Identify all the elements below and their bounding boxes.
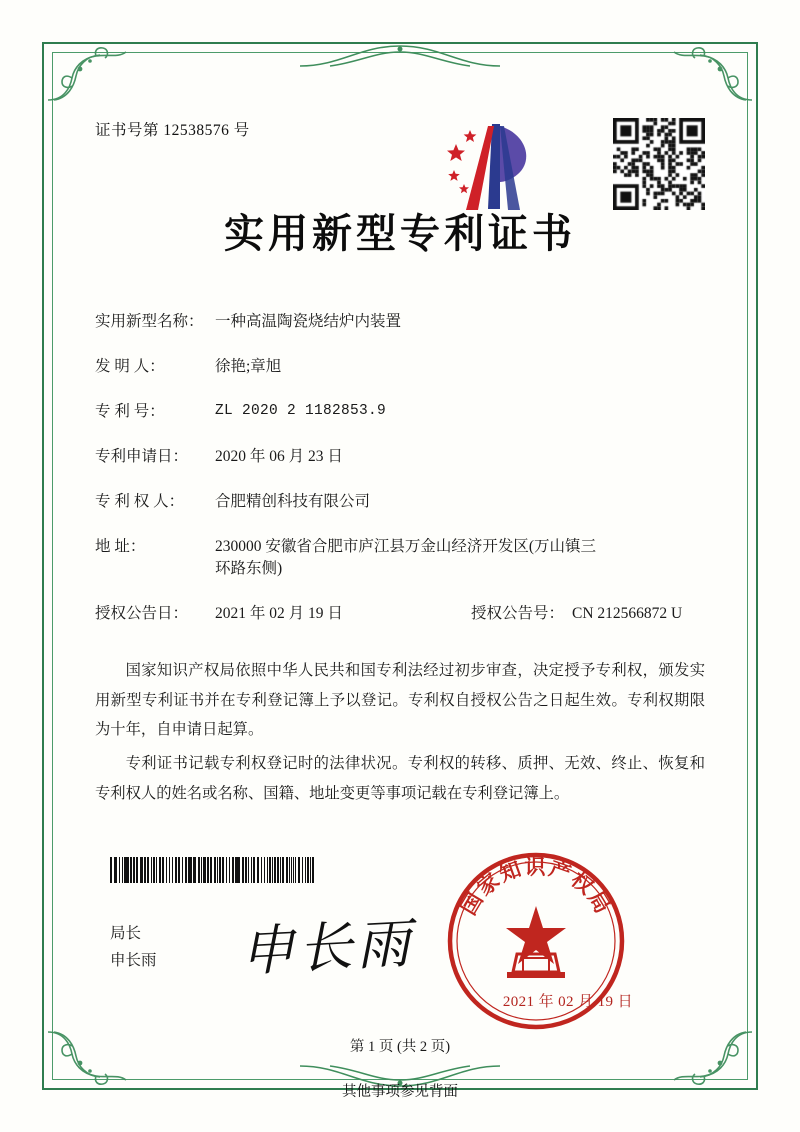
field-utility-model-name — [95, 311, 705, 333]
field-inventor — [95, 356, 705, 378]
field-label: 实用新型名称： — [95, 313, 204, 330]
certificate-number: 证书号第 12538576 号 — [95, 122, 250, 139]
signer-role: 局长 — [110, 925, 142, 942]
barcode — [110, 857, 315, 883]
field-label-grant-no: 授权公告号： — [471, 605, 565, 623]
field-address — [95, 536, 705, 581]
svg-text:国家知识产权局: 国家知识产权局 — [456, 855, 616, 920]
corner-ornament-icon — [670, 44, 756, 104]
page-title: 实用新型专利证书 — [224, 211, 576, 256]
field-label: 发 明 人： — [95, 357, 165, 375]
corner-ornament-icon — [44, 44, 130, 104]
field-label: 专 利 号： — [95, 402, 165, 420]
field-value: 徐艳;章旭 — [215, 357, 282, 375]
certificate-fields — [95, 311, 705, 626]
legal-text — [95, 656, 705, 809]
grant-no-group — [471, 603, 682, 625]
footnote: 其他事项参见背面 — [342, 1084, 458, 1100]
field-value: 合肥精创科技有限公司 — [215, 492, 371, 510]
paragraph-1: 国家知识产权局依照中华人民共和国专利法经过初步审查，决定授予专利权，颁发实用新型专利证书并在专利登记簿上予以登记。专利权自授权公告之日起生效。专利权期限为十年，自申请日起算。 — [95, 661, 705, 739]
paragraph-2: 专利证书记载专利权登记时的法律状况。专利权的转移、质押、无效、终止、恢复和专利权人的姓名或名称、国籍、地址变更等事项记载在专利登记簿上。 — [95, 755, 705, 803]
signer-block — [110, 920, 157, 974]
certificate-content — [95, 100, 705, 813]
field-grant-announcement — [95, 603, 705, 625]
field-application-date — [95, 446, 705, 468]
field-label: 地 址： — [95, 537, 146, 555]
field-label-grant-date: 授权公告日： — [95, 605, 189, 623]
qr-code — [613, 118, 705, 210]
handwritten-signature: 申长雨 — [238, 913, 416, 983]
signer-name: 申长雨 — [110, 952, 157, 970]
field-value: ZL 2020 2 1182853.9 — [215, 402, 387, 419]
field-value — [215, 536, 705, 581]
field-label: 专 利 权 人： — [95, 492, 185, 510]
field-label: 专利申请日： — [95, 447, 189, 465]
field-value: 一种高温陶瓷烧结炉内装置 — [215, 313, 402, 330]
certificate-footer-area — [95, 850, 705, 1040]
field-value-grant-no: CN 212566872 U — [572, 605, 683, 623]
field-value-line2: 环路东侧) — [215, 560, 283, 578]
seal-date: 2021 年 02 月 19 日 — [502, 994, 633, 1010]
edge-ornament-icon — [300, 40, 500, 70]
field-value-grant-date: 2021 年 02 月 19 日 — [215, 605, 343, 623]
field-patentee — [95, 491, 705, 513]
field-value-line1: 230000 安徽省合肥市庐江县万金山经济开发区(万山镇三 — [215, 537, 597, 555]
field-value: 2020 年 06 月 23 日 — [215, 447, 343, 465]
patent-office-logo-icon — [430, 114, 560, 224]
field-patent-no — [95, 401, 705, 423]
page-number: 第 1 页 (共 2 页) — [349, 1039, 451, 1055]
